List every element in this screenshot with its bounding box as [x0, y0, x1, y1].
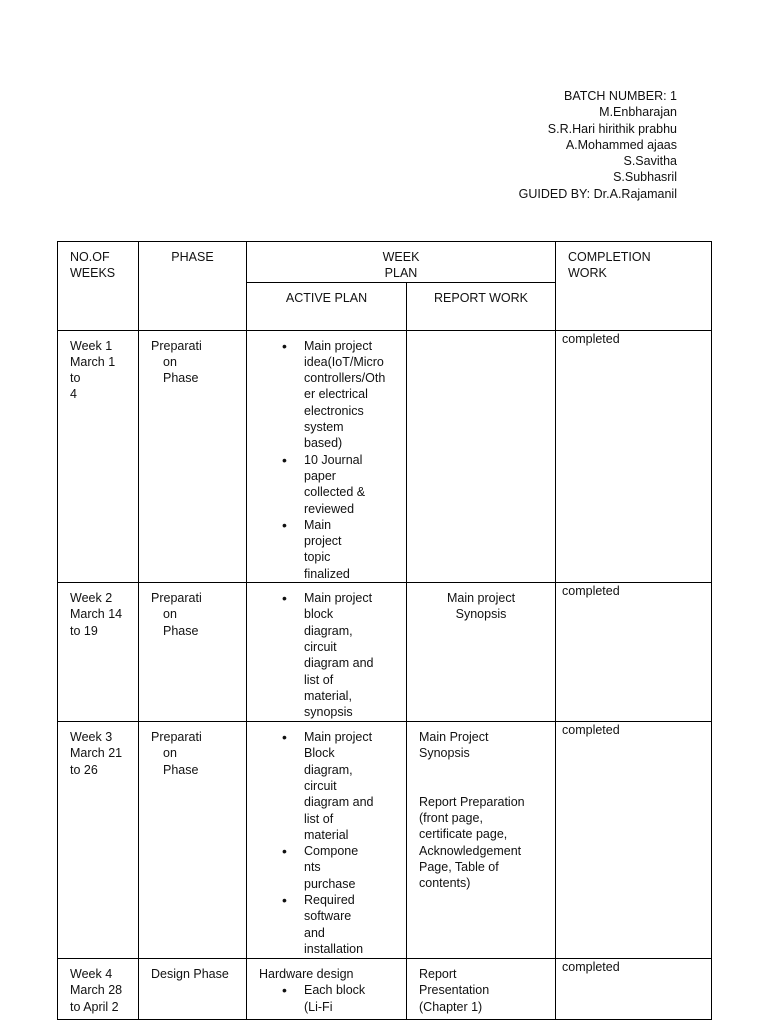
list-item: • Each block (Li-Fi	[247, 982, 384, 1015]
member-name: S.Subhasril	[613, 170, 677, 185]
phase-cell: Preparati on Phase	[139, 583, 247, 722]
guide-name: GUIDED BY: Dr.A.Rajamanil	[518, 186, 677, 201]
weekly-plan-table	[57, 241, 712, 1020]
completion-cell	[556, 330, 712, 582]
report-work-cell: Main project Synopsis	[407, 583, 556, 722]
status-text: completed	[562, 584, 620, 599]
table-row	[58, 722, 712, 959]
header-completion: COMPLETION WORK	[556, 242, 712, 331]
completion-cell	[556, 959, 712, 1020]
member-name: M.Enbharajan	[599, 105, 677, 120]
phase-cell: Preparati on Phase	[139, 722, 247, 959]
week-cell: Week 3 March 21 to 26	[58, 722, 139, 959]
week-cell: Week 1 March 1 to 4	[58, 330, 139, 582]
status-text: completed	[562, 960, 620, 975]
status-text: completed	[562, 723, 620, 738]
list-item: • 10 Journal paper collected & reviewed	[247, 452, 384, 517]
active-plan-cell	[247, 722, 407, 959]
batch-number: BATCH NUMBER: 1	[564, 89, 677, 103]
list-item: • Main project block diagram, circuit diagram and list of material, synopsis	[247, 590, 384, 720]
member-name: A.Mohammed ajaas	[565, 137, 677, 152]
header-week-plan: WEEK PLAN	[247, 242, 556, 283]
active-plan-cell	[247, 330, 407, 582]
member-name: S.R.Hari hirithik prabhu	[547, 121, 677, 136]
table-row	[58, 583, 712, 722]
list-item: • Main project idea(IoT/Micro controllers/Oth er electrical electronics system based)	[247, 338, 384, 452]
header-phase: PHASE	[139, 242, 247, 331]
member-name: S.Savitha	[623, 154, 677, 169]
table-row	[58, 959, 712, 1020]
list-item: • Required software and installation	[247, 892, 384, 957]
list-item: • Main project Block diagram, circuit diagram and list of material	[247, 729, 384, 843]
active-plan-cell	[247, 583, 407, 722]
header-report-work: REPORT WORK	[407, 282, 556, 330]
header-weeks: NO.OF WEEKS	[58, 242, 139, 331]
completion-cell	[556, 722, 712, 959]
completion-cell	[556, 583, 712, 722]
report-work-cell: Main Project Synopsis Report Preparation (front page, certificate page, Acknowledgement Page, Table of contents)	[407, 722, 556, 959]
week-cell: Week 2 March 14 to 19	[58, 583, 139, 722]
table-row	[58, 330, 712, 582]
report-work-cell	[407, 330, 556, 582]
phase-cell: Preparati on Phase	[139, 330, 247, 582]
header-active-plan: ACTIVE PLAN	[247, 282, 407, 330]
report-work-cell: Report Presentation (Chapter 1)	[407, 959, 556, 1020]
status-text: completed	[562, 331, 620, 346]
list-item: • Compone nts purchase	[247, 843, 384, 892]
batch-info	[519, 88, 677, 202]
active-plan-cell: Hardware design • Each block (Li-Fi	[247, 959, 407, 1020]
phase-cell: Design Phase	[139, 959, 247, 1020]
list-item: • Main project topic finalized	[247, 517, 384, 582]
week-cell: Week 4 March 28 to April 2	[58, 959, 139, 1020]
